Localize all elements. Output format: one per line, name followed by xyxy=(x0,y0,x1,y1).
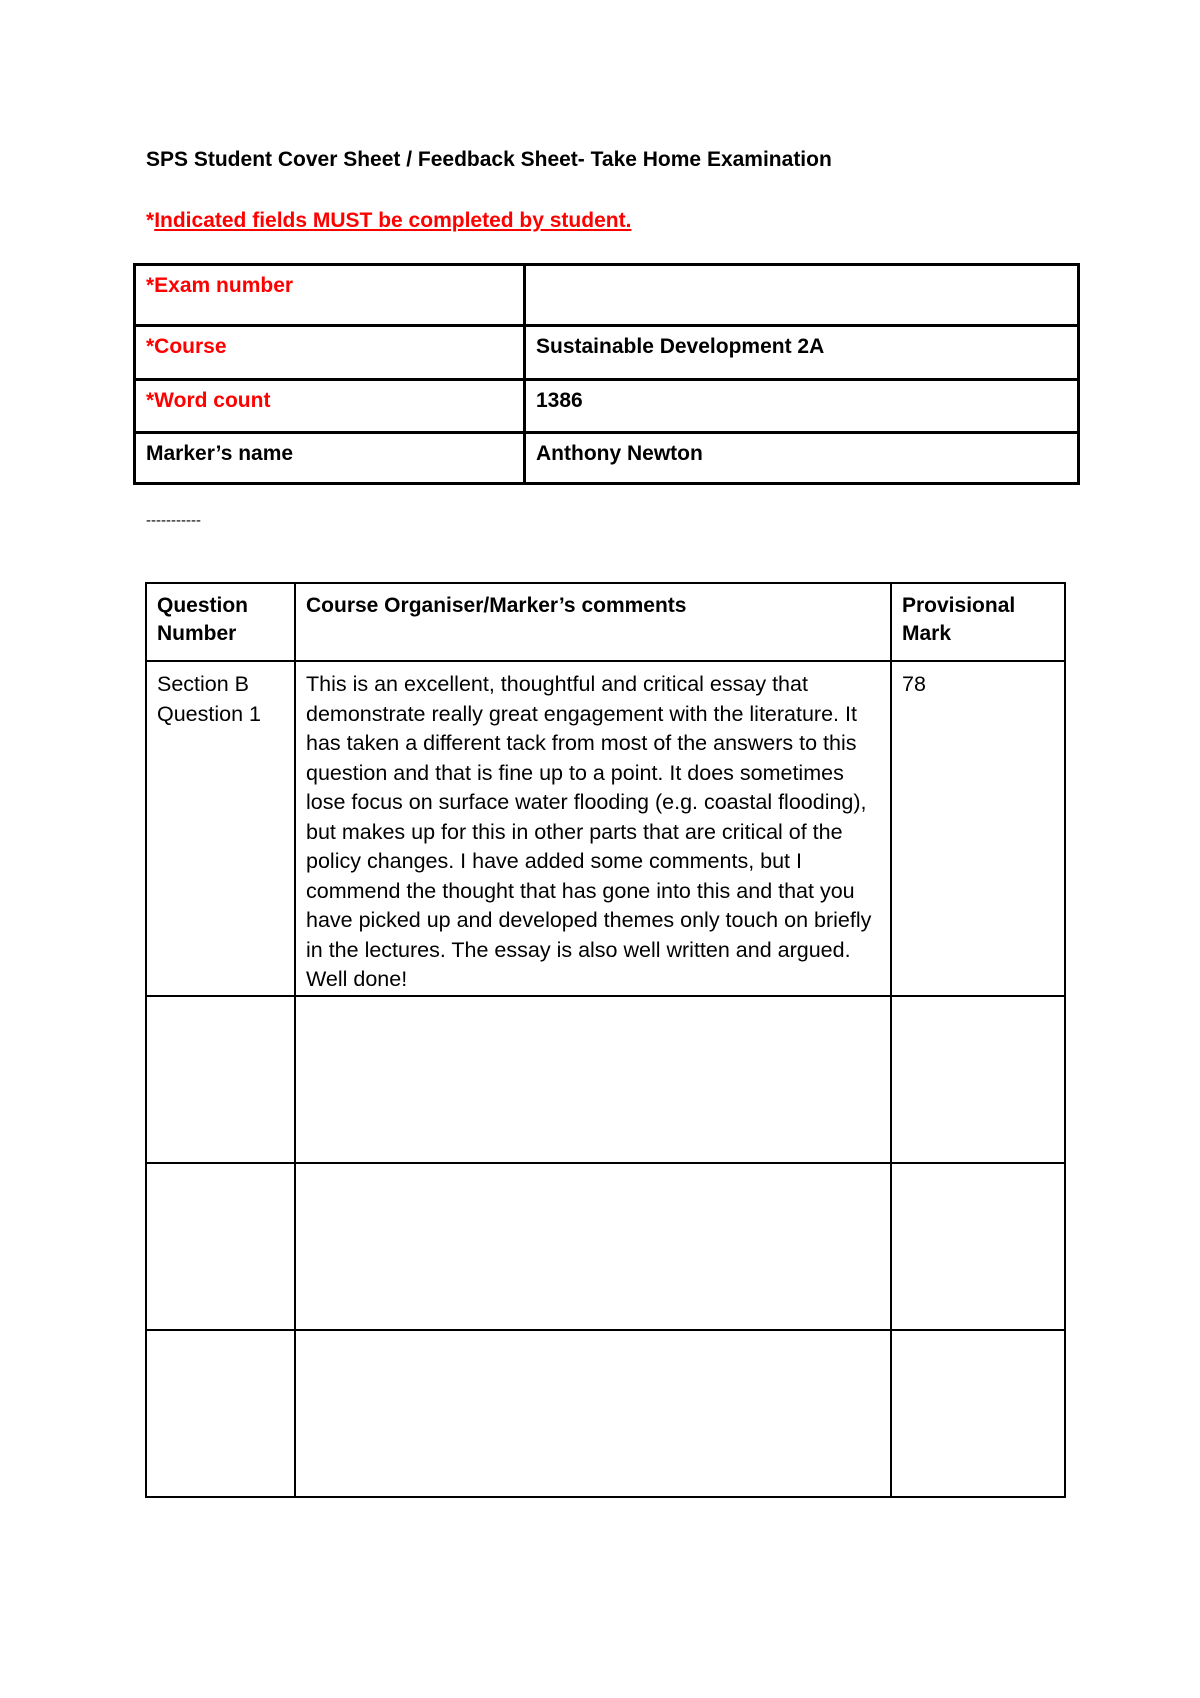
exam-number-row xyxy=(135,265,1079,326)
comments-cell[interactable] xyxy=(295,1163,891,1330)
marker-name-value[interactable]: Anthony Newton xyxy=(525,433,1079,484)
exam-number-field[interactable] xyxy=(525,265,1079,326)
table-row xyxy=(146,1163,1065,1330)
exam-number-label: *Exam number xyxy=(135,265,525,326)
mark-cell[interactable] xyxy=(891,996,1065,1163)
provisional-mark-header: Provisional Mark xyxy=(891,583,1065,661)
cover-info-table xyxy=(133,263,1080,485)
course-label: *Course xyxy=(135,326,525,380)
marker-name-row xyxy=(135,433,1079,484)
course-row xyxy=(135,326,1079,380)
feedback-header-row xyxy=(146,583,1065,661)
table-row xyxy=(146,661,1065,996)
course-value[interactable]: Sustainable Development 2A xyxy=(525,326,1079,380)
instruction-star: * xyxy=(146,209,155,232)
question-number-cell[interactable] xyxy=(146,996,295,1163)
required-fields-instruction xyxy=(146,209,631,233)
comments-header: Course Organiser/Marker’s comments xyxy=(295,583,891,661)
question-number-cell[interactable]: Section B Question 1 xyxy=(146,661,295,996)
comments-cell[interactable] xyxy=(295,1330,891,1497)
mark-cell[interactable] xyxy=(891,1330,1065,1497)
question-number-header: Question Number xyxy=(146,583,295,661)
question-number-cell[interactable] xyxy=(146,1163,295,1330)
instruction-text: Indicated fields MUST be completed by student. xyxy=(154,209,632,232)
comments-cell[interactable] xyxy=(295,996,891,1163)
table-row xyxy=(146,1330,1065,1497)
table-row xyxy=(146,996,1065,1163)
page-title: SPS Student Cover Sheet / Feedback Sheet- Take Home Examination xyxy=(146,148,832,171)
mark-cell[interactable]: 78 xyxy=(891,661,1065,996)
marker-name-label: Marker’s name xyxy=(135,433,525,484)
separator-dashes: ----------- xyxy=(146,512,201,529)
mark-cell[interactable] xyxy=(891,1163,1065,1330)
word-count-row xyxy=(135,380,1079,433)
word-count-label: *Word count xyxy=(135,380,525,433)
word-count-value[interactable]: 1386 xyxy=(525,380,1079,433)
feedback-table xyxy=(145,582,1066,1498)
question-number-cell[interactable] xyxy=(146,1330,295,1497)
comments-cell[interactable]: This is an excellent, thoughtful and critical essay that demonstrate really great engagement with the literature. It has taken a different tack from most of the answers to this question and that is fine up to a point. It does sometimes lose focus on surface water flooding (e.g. coastal flooding), but makes up for this in other parts that are critical of the policy changes. I have added some comments, but I commend the thought that has gone into this and that you have picked up and developed themes only touch on briefly in the lectures. The essay is also well written and argued. Well done! xyxy=(295,661,891,996)
